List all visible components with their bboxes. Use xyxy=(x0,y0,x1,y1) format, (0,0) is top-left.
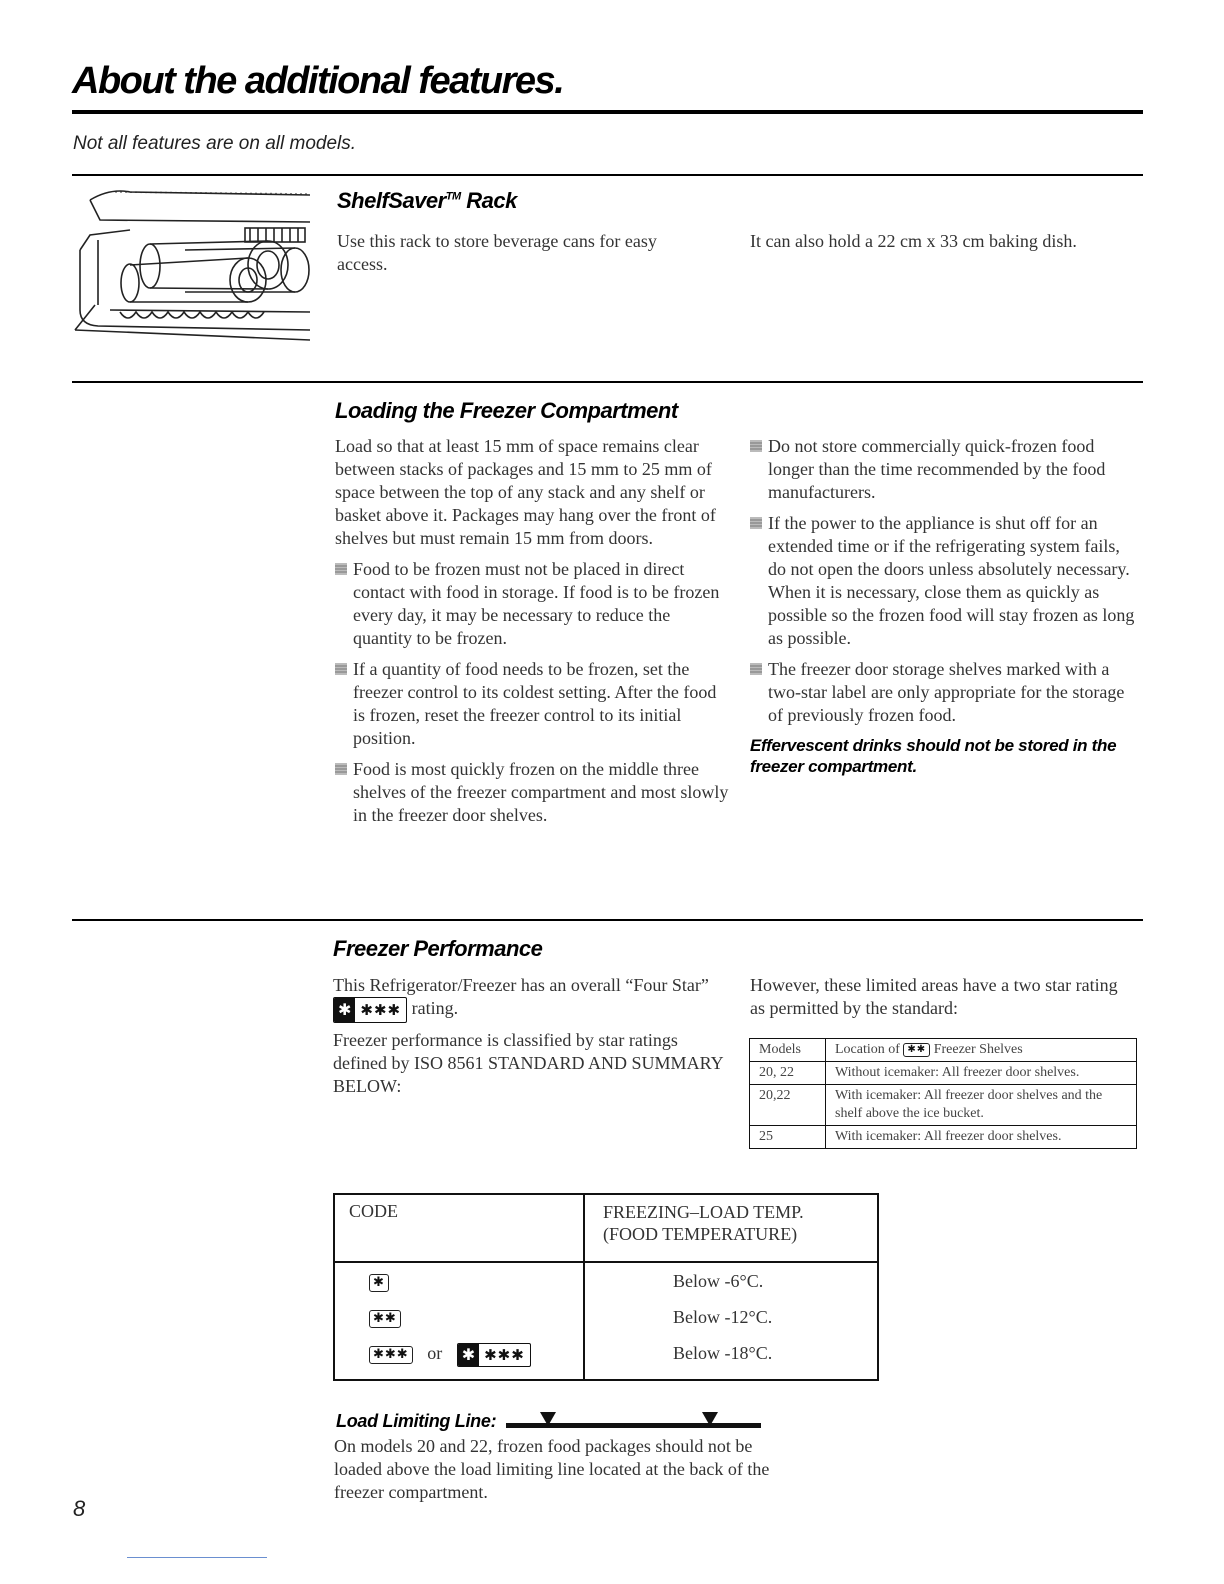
table-cell: 20,22 xyxy=(750,1085,826,1126)
temp-header-cell: FREEZING–LOAD TEMP. (FOOD TEMPERATURE) xyxy=(584,1194,878,1262)
section-divider xyxy=(72,174,1143,176)
table-header-cell: Models xyxy=(750,1039,826,1062)
bullet-icon xyxy=(335,663,347,675)
table-row xyxy=(750,1126,1137,1149)
footer-link-line xyxy=(127,1557,267,1558)
loading-right-column xyxy=(750,435,1135,777)
table-cell: With icemaker: All freezer door shelves and the shelf above the ice bucket. xyxy=(826,1085,1137,1126)
shelfsaver-heading: ShelfSaver™ Rack xyxy=(337,188,517,213)
one-star-icon: ✱ xyxy=(369,1274,389,1292)
bullet-item: If the power to the appliance is shut off for an extended time or if the refrigerating system fails, do not open the doors unless absolutely necessary. When it is necessary, close them as quickly as possible so the frozen food will stay frozen as long as possible. xyxy=(750,512,1135,650)
loading-left-column xyxy=(335,435,730,835)
star-code-table xyxy=(333,1193,879,1381)
bullet-icon xyxy=(750,663,762,675)
shelfsaver-text-left: Use this rack to store beverage cans for easy access. xyxy=(337,231,657,274)
performance-heading: Freezer Performance xyxy=(333,936,543,961)
bullet-icon xyxy=(750,440,762,452)
table-cell: 25 xyxy=(750,1126,826,1149)
page-title: About the additional features. xyxy=(72,60,564,102)
table-cell: 20, 22 xyxy=(750,1062,826,1085)
performance-right-intro: However, these limited areas have a two star rating as permitted by the standard: xyxy=(750,975,1118,1018)
page-subtitle: Not all features are on all models. xyxy=(73,133,357,154)
four-star-paragraph: This Refrigerator/Freezer has an overall “Four Star” ✱ ✱✱✱ rating. xyxy=(333,974,728,1023)
table-cell: Without icemaker: All freezer door shelves. xyxy=(826,1062,1137,1085)
temp-cell: Below -6°C. Below -12°C. Below -18°C. xyxy=(584,1262,878,1380)
table-row xyxy=(334,1262,878,1380)
page-number: 8 xyxy=(73,1496,86,1521)
load-line-text: On models 20 and 22, frozen food packages should not be loaded above the load limiting line located at the back of the freezer compartment. xyxy=(334,1436,770,1502)
load-limiting-line-row xyxy=(336,1410,766,1432)
two-star-icon: ✱✱ xyxy=(369,1310,401,1328)
loading-intro: Load so that at least 15 mm of space remains clear between stacks of packages and 15 mm to 25 mm of space between the top of any stack and any shelf or basket above it. Packages may hang over the front of shelves but must remain 15 mm from doors. xyxy=(335,436,716,548)
code-cell: ✱ ✱✱ ✱✱✱ or ✱ ✱✱✱ xyxy=(334,1262,584,1380)
loading-heading: Loading the Freezer Compartment xyxy=(335,398,678,423)
bullet-item: The freezer door storage shelves marked with a two-star label are only appropriate for the storage of previously frozen food. xyxy=(750,658,1135,727)
table-row xyxy=(334,1194,878,1262)
three-star-icon: ✱✱✱ xyxy=(369,1346,413,1364)
load-line-icon xyxy=(506,1410,766,1432)
four-star-rating-icon: ✱ ✱✱✱ xyxy=(457,1343,531,1367)
bullet-item: If a quantity of food needs to be frozen, set the freezer control to its coldest setting. After the food is frozen, reset the freezer control to its initial position. xyxy=(335,658,730,750)
bullet-item: Food is most quickly frozen on the middle three shelves of the freezer compartment and most slowly in the freezer door shelves. xyxy=(335,758,730,827)
table-row xyxy=(750,1062,1137,1085)
two-star-icon: ✱✱ xyxy=(903,1043,930,1057)
models-table xyxy=(749,1038,1137,1149)
section-divider xyxy=(72,919,1143,921)
performance-left-column xyxy=(333,974,728,1098)
load-line-label: Load Limiting Line: xyxy=(336,1410,497,1431)
bullet-icon xyxy=(750,517,762,529)
shelfsaver-text-right: It can also hold a 22 cm x 33 cm baking dish. xyxy=(750,231,1077,251)
effervescent-warning: Effervescent drinks should not be stored in the freezer compartment. xyxy=(750,736,1117,776)
models-table-container xyxy=(749,1038,1137,1149)
classification-paragraph: Freezer performance is classified by star ratings defined by ISO 8561 STANDARD AND SUMMARY BELOW: xyxy=(333,1030,723,1096)
table-header-cell: Location of ✱✱ Freezer Shelves xyxy=(826,1039,1137,1062)
four-star-rating-icon: ✱ ✱✱✱ xyxy=(333,997,407,1023)
code-table-container xyxy=(333,1193,879,1381)
bullet-item: Food to be frozen must not be placed in direct contact with food in storage. If food is to be frozen every day, it may be necessary to reduce the quantity to be frozen. xyxy=(335,558,730,650)
table-row xyxy=(750,1085,1137,1126)
bullet-icon xyxy=(335,563,347,575)
bullet-item: Do not store commercially quick-frozen food longer than the time recommended by the food manufacturers. xyxy=(750,435,1135,504)
code-header-cell: CODE xyxy=(334,1194,584,1262)
bullet-icon xyxy=(335,763,347,775)
section-divider xyxy=(72,381,1143,383)
title-rule xyxy=(72,110,1143,114)
shelfsaver-rack-illustration xyxy=(70,180,315,350)
table-row xyxy=(750,1039,1137,1062)
table-cell: With icemaker: All freezer door shelves. xyxy=(826,1126,1137,1149)
